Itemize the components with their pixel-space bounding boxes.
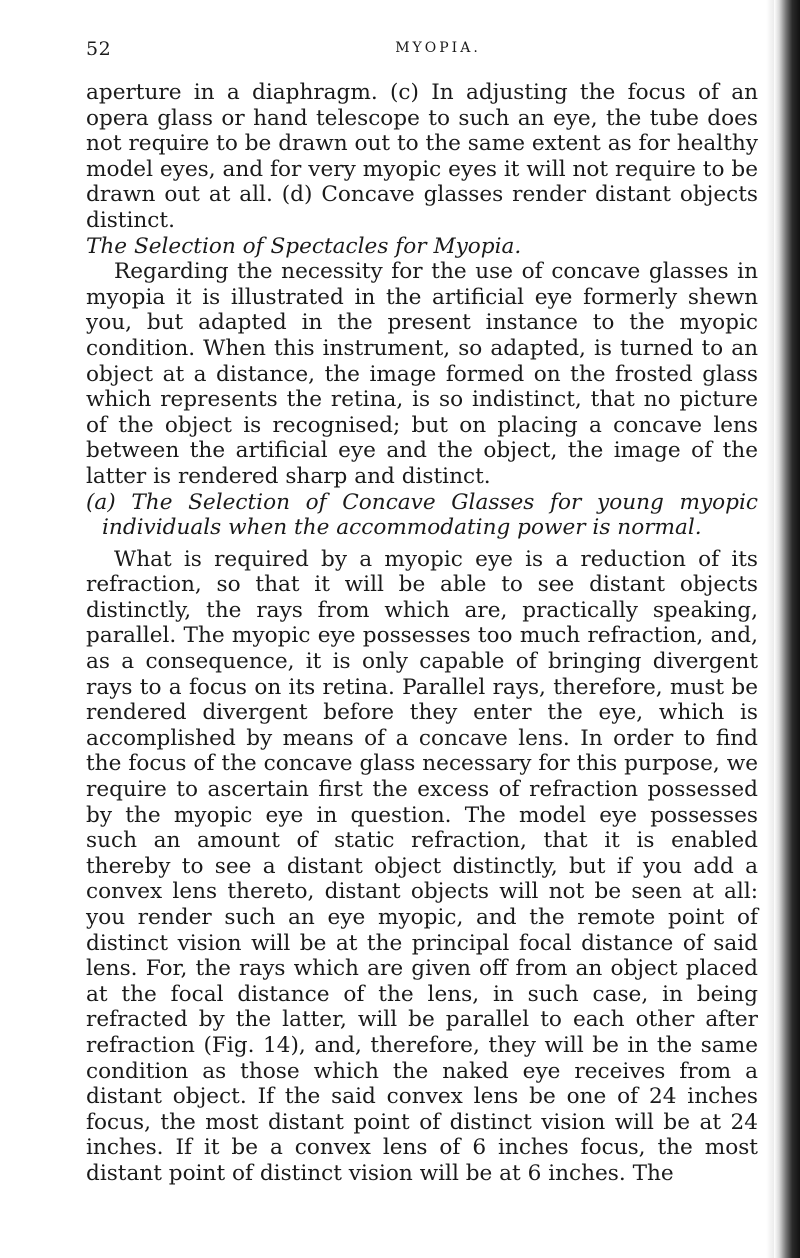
text-block (86, 80, 758, 1187)
paragraph-1: aperture in a diaphragm. (c) In adjusting the focus of an opera glass or hand telescope to such an eye, the tube does not require to be drawn out to the same extent as for healthy model eyes, and for very myopic eyes it will not require to be drawn out at all. (d) Concave glasses render distant objects distinct. (86, 80, 758, 233)
section-heading: The Selection of Spectacles for Myopia. (86, 233, 522, 259)
page-number: 52 (86, 38, 112, 60)
sub-heading-text: The Selection of Concave Glasses for young myopic individuals when the accommodating power is normal. (102, 489, 758, 541)
book-binding-edge (774, 0, 800, 1258)
running-head (86, 38, 754, 68)
paragraph-2: Regarding the necessity for the use of concave glasses in myopia it is illustrated in the artificial eye formerly shewn you, but adapted in the present instance to the myopic condition. When this instrument, so adapted, is turned to an object at a distance, the image formed on the frosted glass which represents the retina, is so indistinct, that no picture of the object is recognised; but on placing a concave lens between the artificial eye and the object, the image of the latter is rendered sharp and distinct. (86, 259, 758, 489)
running-title: MYOPIA. (395, 40, 481, 56)
sub-heading (86, 490, 758, 541)
paragraph-3: What is required by a myopic eye is a reduction of its refraction, so that it will be able to see distant objects distinctly, the rays from which are, practically speaking, parallel. The myopic eye possesses too much refraction, and, as a consequence, it is only capable of bringing divergent rays to a focus on its retina. Parallel rays, therefore, must be rendered divergent before they enter the eye, which is accomplished by means of a concave lens. In order to find the focus of the concave glass necessary for this purpose, we require to ascertain first the excess of refraction possessed by the myopic eye in question. The model eye possesses such an amount of static refraction, that it is enabled thereby to see a distant object distinctly, but if you add a convex lens thereto, distant objects will not be seen at all: you render such an eye myopic, and the remote point of distinct vision will be at the principal focal distance of said lens. For, the rays which are given off from an object placed at the focal distance of the lens, in such case, in being refracted by the latter, will be parallel to each other after refraction (Fig. 14), and, therefore, they will be in the same condition as those which the naked eye receives from a distant object. If the said convex lens be one of 24 inches focus, the most distant point of distinct vision will be at 24 inches. If it be a convex lens of 6 inches focus, the most distant point of distinct vision will be at 6 inches. The (86, 546, 758, 1186)
sub-heading-label: (a) (86, 489, 116, 515)
